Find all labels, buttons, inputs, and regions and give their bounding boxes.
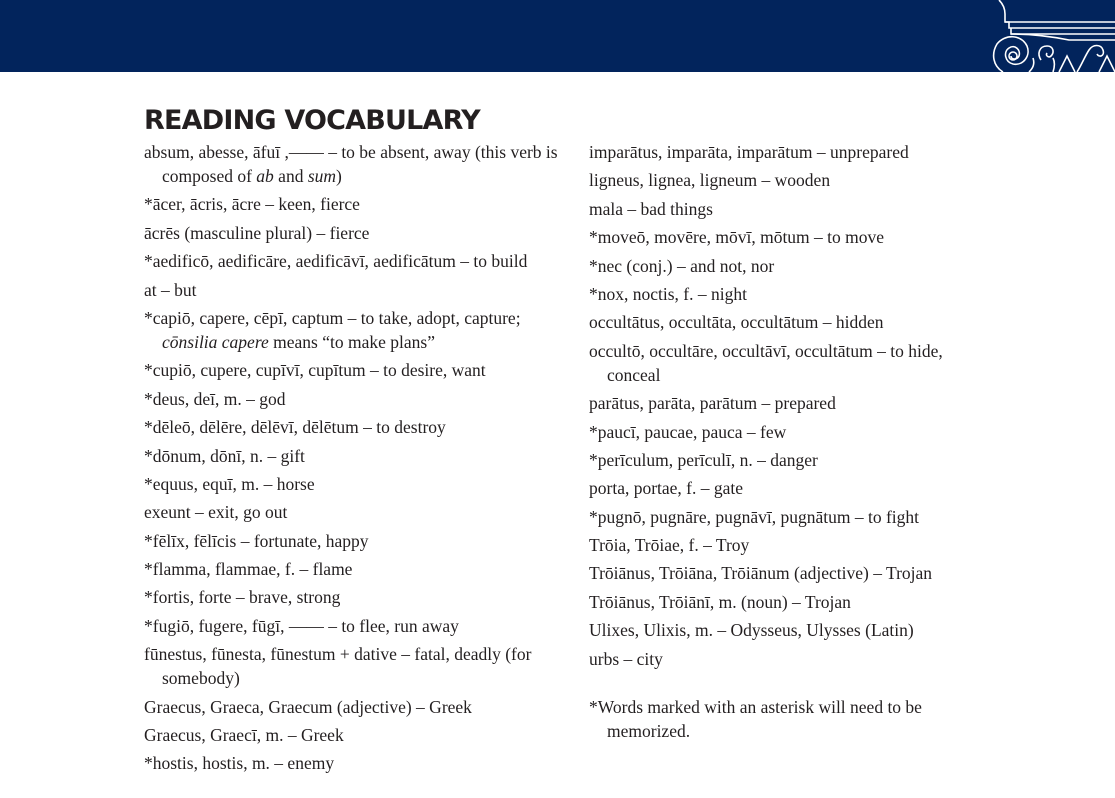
vocab-entry: urbs – city [589,648,663,669]
vocab-entry: *nox, noctis, f. – night [589,283,747,304]
vocab-entry: *moveō, movēre, mōvī, mōtum – to move [589,227,885,248]
vocab-entry: *flamma, flammae, f. – flame [144,559,353,580]
vocab-entry: exeunt – exit, go out [144,502,288,523]
vocab-entry: Ulixes, Ulixis, m. – Odysseus, Ulysses (Latin) [589,620,914,641]
vocab-entry: *equus, equī, m. – horse [144,473,315,494]
page-title: READING VOCABULARY [144,105,480,136]
vocabulary-list-left [144,140,564,780]
vocab-entry: ligneus, lignea, ligneum – wooden [589,170,831,191]
vocab-entry: ācrēs (masculine plural) – fierce [144,222,370,243]
vocab-entry: mala – bad things [589,198,713,219]
vocab-entry: *nec (conj.) – and not, nor [589,255,775,276]
vocab-entry: Graecus, Graecī, m. – Greek [144,725,344,746]
vocab-entry: *fortis, forte – brave, strong [144,587,341,608]
vocab-entry: porta, portae, f. – gate [589,478,744,499]
vocab-entry: at – but [144,279,197,300]
vocabulary-list-right [589,140,989,743]
vocab-entry: *capiō, capere, cēpī, captum – to take, adopt, capture; cōnsilia capere means “to make plans” [144,307,521,352]
vocab-entry: fūnestus, fūnesta, fūnestum + dative – fatal, deadly (for somebody) [144,644,532,689]
vocab-entry: *pugnō, pugnāre, pugnāvī, pugnātum – to fight [589,506,920,527]
header-banner [0,0,1115,72]
vocab-entry: Trōiānus, Trōiānī, m. (noun) – Trojan [589,591,851,612]
vocab-entry: Trōia, Trōiae, f. – Troy [589,535,750,556]
vocab-entry: occultō, occultāre, occultāvī, occultātum – to hide, conceal [589,340,943,385]
vocab-entry: *dēleō, dēlēre, dēlēvī, dēlētum – to destroy [144,417,446,438]
vocab-entry: *hostis, hostis, m. – enemy [144,753,335,774]
ionic-column-capital-icon [989,0,1115,72]
footnote: *Words marked with an asterisk will need to be memorized. [589,696,922,741]
vocab-entry: parātus, parāta, parātum – prepared [589,393,836,414]
vocab-entry: imparātus, imparāta, imparātum – unprepared [589,142,909,162]
vocab-entry: *aedificō, aedificāre, aedificāvī, aedificātum – to build [144,251,528,272]
vocab-entry: absum, abesse, āfuī ,—— – to be absent, away (this verb is composed of ab and sum) [144,142,558,186]
vocab-entry: *cupiō, cupere, cupīvī, cupītum – to desire, want [144,360,486,381]
vocab-entry: Graecus, Graeca, Graecum (adjective) – Greek [144,696,472,717]
vocab-entry: *fēlīx, fēlīcis – fortunate, happy [144,530,369,551]
vocab-entry: *ācer, ācris, ācre – keen, fierce [144,194,360,215]
vocab-entry: occultātus, occultāta, occultātum – hidden [589,312,884,333]
vocab-entry: *fugiō, fugere, fūgī, —— – to flee, run away [144,615,459,636]
vocab-entry: *perīculum, perīculī, n. – danger [589,449,818,470]
vocab-entry: Trōiānus, Trōiāna, Trōiānum (adjective) – Trojan [589,563,933,584]
vocab-entry: *paucī, paucae, pauca – few [589,421,787,442]
vocab-entry: *deus, deī, m. – god [144,388,286,409]
vocab-entry: *dōnum, dōnī, n. – gift [144,445,305,466]
